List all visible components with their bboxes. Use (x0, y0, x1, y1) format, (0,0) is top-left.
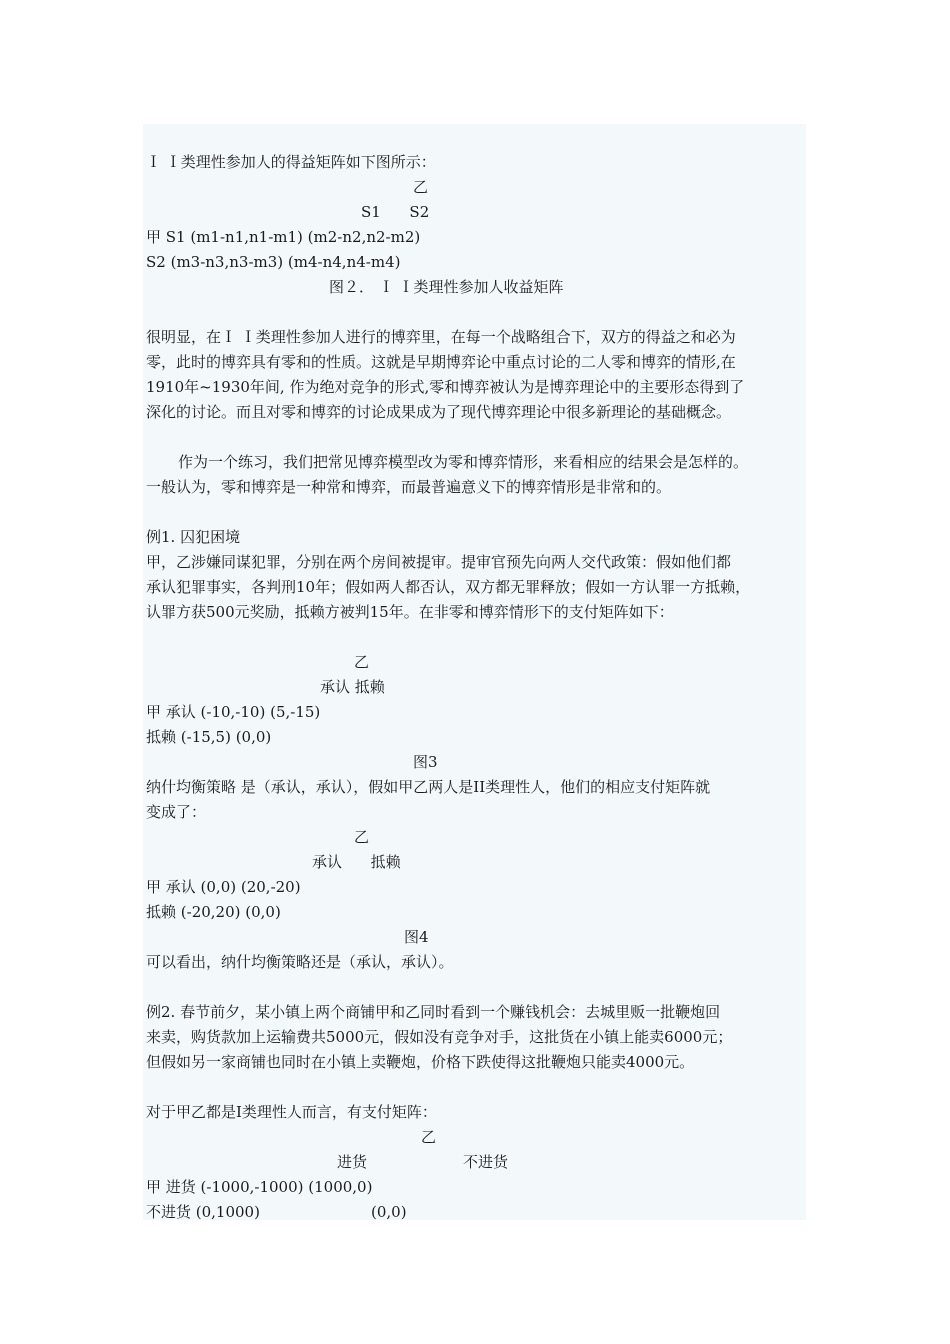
paragraph-line: 1910年~1930年间, 作为绝对竞争的形式,零和博弈被认为是博弈理论中的主要形态得到了 (146, 378, 745, 396)
matrix-row-1: 甲 承认 (0,0) (20,-20) (146, 878, 301, 896)
figure-caption: 图4 (404, 928, 429, 946)
paragraph-line: 可以看出，纳什均衡策略还是（承认，承认）。 (146, 953, 454, 971)
matrix-col-player: 乙 (421, 1128, 437, 1146)
figure-caption: 图3 (413, 753, 438, 771)
matrix-row-2: 抵赖 (-20,20) (0,0) (146, 903, 281, 921)
paragraph-line: 但假如另一家商铺也同时在小镇上卖鞭炮，价格下跌使得这批鞭炮只能卖4000元。 (146, 1053, 695, 1071)
paragraph-line: 作为一个练习，我们把常见博弈模型改为零和博弈情形，来看相应的结果会是怎样的。 (178, 453, 749, 471)
matrix-row-1: 甲 S1 (m1-n1,n1-m1) (m2-n2,n2-m2) (146, 228, 421, 246)
intro-line: Ｉ Ｉ类理性参加人的得益矩阵如下图所示： (146, 153, 436, 171)
matrix-row-2-cell: (0,0) (371, 1203, 407, 1221)
paragraph-line: 变成了： (146, 803, 207, 821)
matrix-col-player: 乙 (354, 653, 370, 671)
paragraph-line: 来卖，购货款加上运输费共5000元，假如没有竞争对手，这批货在小镇上能卖6000元； (146, 1028, 733, 1046)
paragraph-line: 零，此时的博弈具有零和的性质。这就是早期博弈论中重点讨论的二人零和博弈的情形,在 (146, 353, 736, 371)
paragraph-line: 很明显，在Ｉ Ｉ类理性参加人进行的博弈里，在每一个战略组合下，双方的得益之和必为 (146, 328, 736, 346)
paragraph-line: 深化的讨论。而且对零和博弈的讨论成果成为了现代博弈理论中很多新理论的基础概念。 (146, 403, 732, 421)
matrix-row-2-label: 不进货 (0,1000) (146, 1203, 260, 1221)
matrix-row-2: S2 (m3-n3,n3-m3) (m4-n4,n4-m4) (146, 253, 401, 271)
example-title: 例1. 囚犯困境 (146, 528, 241, 546)
matrix-col-header: 承认 抵赖 (320, 678, 385, 696)
paragraph-line: 纳什均衡策略 是（承认，承认），假如甲乙两人是II类理性人，他们的相应支付矩阵就 (146, 778, 711, 796)
matrix-row-1: 甲 进货 (-1000,-1000) (1000,0) (146, 1178, 373, 1196)
paragraph-line: 对于甲乙都是I类理性人而言，有支付矩阵： (146, 1103, 437, 1121)
matrix-row-2: 抵赖 (-15,5) (0,0) (146, 728, 272, 746)
paragraph-line: 认罪方获500元奖励，抵赖方被判15年。在非零和博弈情形下的支付矩阵如下： (146, 603, 674, 621)
matrix-col-header: S1 S2 (361, 203, 430, 221)
matrix-row-1: 甲 承认 (-10,-10) (5,-15) (146, 703, 321, 721)
paragraph-line: 一般认为，零和博弈是一种常和博弈，而最普遍意义下的博弈情形是非常和的。 (146, 478, 672, 496)
matrix-col-header: 承认 抵赖 (312, 853, 401, 871)
document-page (143, 124, 806, 1220)
matrix-col-player: 乙 (354, 828, 370, 846)
paragraph-line: 例2. 春节前夕，某小镇上两个商铺甲和乙同时看到一个赚钱机会：去城里贩一批鞭炮回 (146, 1003, 721, 1021)
matrix-col-player: 乙 (413, 178, 429, 196)
paragraph-line: 承认犯罪事实，各判刑10年；假如两人都否认，双方都无罪释放；假如一方认罪一方抵赖， (146, 578, 751, 596)
matrix-col-header-a: 进货 (337, 1153, 368, 1171)
figure-caption: 图２． Ｉ Ｉ类理性参加人收益矩阵 (329, 278, 564, 296)
paragraph-line: 甲，乙涉嫌同谋犯罪，分别在两个房间被提审。提审官预先向两人交代政策：假如他们都 (146, 553, 732, 571)
matrix-col-header-b: 不进货 (463, 1153, 509, 1171)
